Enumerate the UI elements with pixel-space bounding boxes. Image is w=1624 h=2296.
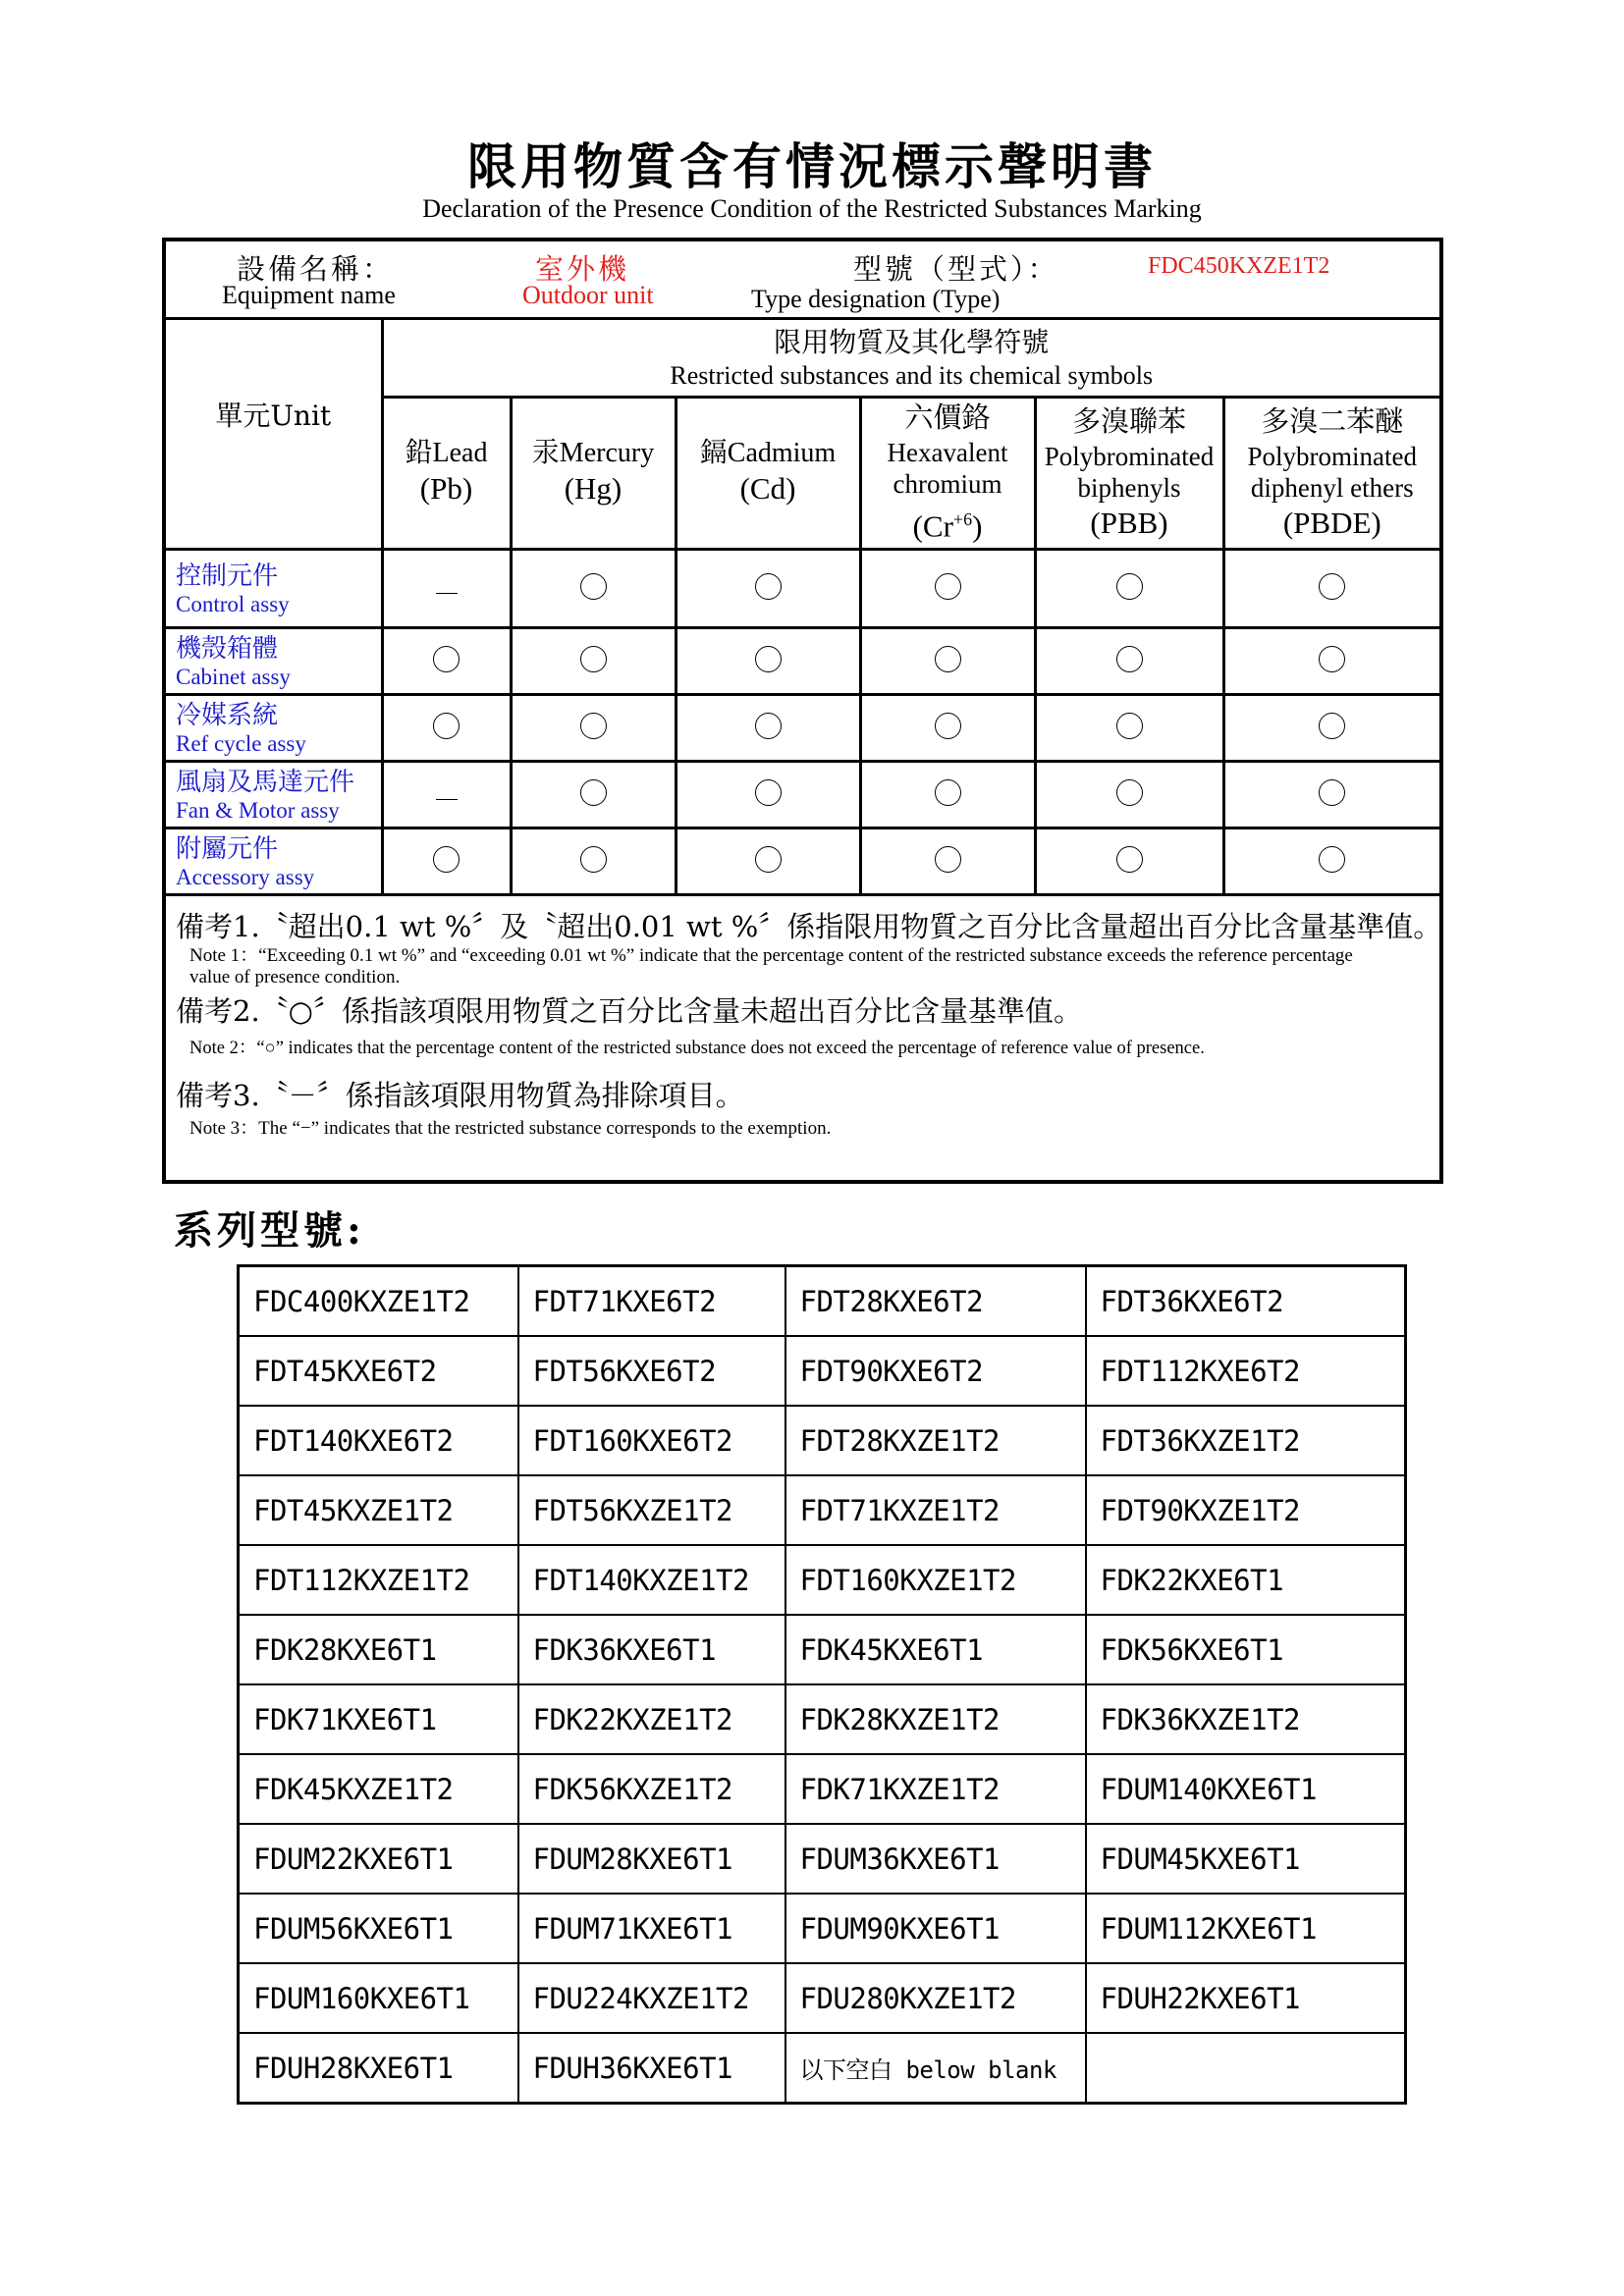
- mark-cell: [1223, 628, 1441, 695]
- circle-mark: [1116, 713, 1143, 739]
- table-row: [239, 1615, 1406, 1684]
- row-label-zh: 冷媒系統: [176, 700, 279, 730]
- substance-chromium-symbol: $(Cr^{+6})$: [912, 508, 983, 544]
- table-row: [239, 1963, 1406, 2033]
- type-label-en: Type designation (Type): [751, 285, 1001, 313]
- note-1-zh: 備考1.〝超出0.1 wt %〞及〝超出0.01 wt %〞係指限用物質之百分比含量超出百分比含量基準值。: [176, 910, 1442, 943]
- mark-cell: [676, 762, 860, 828]
- equipment-row: [164, 240, 1441, 319]
- circle-mark: [935, 573, 961, 600]
- circle-mark: [1319, 846, 1345, 873]
- mark-cell: [382, 550, 511, 628]
- circle-mark: [1116, 573, 1143, 600]
- substance-pbde-zh: 多溴二苯醚: [1261, 406, 1404, 438]
- table-row: [239, 1406, 1406, 1475]
- mark-cell: [1223, 828, 1441, 895]
- mark-cell: [676, 628, 860, 695]
- substance-mercury-name: 汞Mercury: [531, 438, 655, 468]
- model-cell: FDUH22KXE6T1: [1086, 1963, 1406, 2033]
- mark-cell: [1223, 550, 1441, 628]
- mark-cell: [676, 695, 860, 762]
- circle-mark: [1116, 846, 1143, 873]
- model-cell: FDT90KXZE1T2: [1086, 1475, 1406, 1545]
- table-row: [164, 550, 1441, 628]
- circle-mark: [433, 646, 460, 672]
- substance-cadmium: [676, 398, 860, 550]
- restricted-header: [382, 319, 1441, 398]
- model-cell: FDT45KXZE1T2: [239, 1475, 518, 1545]
- model-cell: FDT45KXE6T2: [239, 1336, 518, 1406]
- model-cell: [1086, 2033, 1406, 2104]
- model-cell: FDK56KXZE1T2: [518, 1754, 785, 1824]
- substance-lead-name: 鉛Lead: [405, 438, 488, 468]
- row-label-en: Ref cycle assy: [176, 730, 306, 756]
- substance-mercury: [511, 398, 676, 550]
- row-label-en: Fan & Motor assy: [176, 797, 340, 823]
- mark-cell: [511, 695, 676, 762]
- note-3-zh: 備考3.〝－〞係指該項限用物質為排除項目。: [176, 1079, 744, 1112]
- row-label: [164, 762, 382, 828]
- table-row: [239, 1266, 1406, 1337]
- substance-chromium-zh: 六價鉻: [904, 402, 991, 435]
- circle-mark: [580, 573, 607, 600]
- circle-mark: [580, 713, 607, 739]
- substance-pbde-symbol: (PBDE): [1282, 506, 1381, 540]
- substance-pbb-symbol: (PBB): [1090, 506, 1168, 540]
- note-2-en: Note 2：“○” indicates that the percentage content of the restricted substance does not exceed the percentage of reference value of presence.: [189, 1039, 1205, 1058]
- model-cell: FDT160KXE6T2: [518, 1406, 785, 1475]
- mark-cell: [511, 762, 676, 828]
- substance-pbde-line3: diphenyl ethers: [1250, 473, 1414, 503]
- circle-mark: [1116, 779, 1143, 806]
- row-label: [164, 550, 382, 628]
- model-cell: FDT71KXZE1T2: [785, 1475, 1086, 1545]
- circle-mark: [1319, 779, 1345, 806]
- substance-chromium-line3: chromium: [893, 469, 1002, 500]
- circle-mark: [1319, 573, 1345, 600]
- model-cell: FDT140KXZE1T2: [518, 1545, 785, 1615]
- type-value: FDC450KXZE1T2: [1148, 253, 1330, 279]
- circle-mark: [935, 713, 961, 739]
- circle-mark: [433, 846, 460, 873]
- row-label-en: Control assy: [176, 591, 290, 616]
- restricted-header-en: Restricted substances and its chemical symbols: [670, 360, 1154, 390]
- model-cell: FDT36KXZE1T2: [1086, 1406, 1406, 1475]
- model-cell: FDUM36KXE6T1: [785, 1824, 1086, 1894]
- page-subtitle: Declaration of the Presence Condition of the Restricted Substances Marking: [422, 194, 1202, 223]
- row-label-zh: 控制元件: [176, 561, 279, 591]
- substance-pbde: [1223, 398, 1441, 550]
- circle-mark: [1319, 646, 1345, 672]
- model-cell: FDT56KXZE1T2: [518, 1475, 785, 1545]
- model-cell: FDT140KXE6T2: [239, 1406, 518, 1475]
- row-label-zh: 機殼箱體: [176, 633, 279, 664]
- mark-cell: [1035, 628, 1223, 695]
- mark-cell: [382, 628, 511, 695]
- note-2-zh: 備考2.〝○〞係指該項限用物質之百分比含量未超出百分比含量基準值。: [176, 994, 1082, 1028]
- model-cell: FDT160KXZE1T2: [785, 1545, 1086, 1615]
- mark-cell: [860, 628, 1035, 695]
- circle-mark: [433, 713, 460, 739]
- model-cell: FDC400KXZE1T2: [239, 1266, 518, 1337]
- circle-mark: [755, 573, 782, 600]
- circle-mark: [580, 646, 607, 672]
- model-cell: FDK71KXZE1T2: [785, 1754, 1086, 1824]
- circle-mark: [1116, 646, 1143, 672]
- mark-cell: [511, 550, 676, 628]
- model-cell: FDT28KXE6T2: [785, 1266, 1086, 1337]
- mark-cell: [860, 762, 1035, 828]
- model-cell: FDK28KXE6T1: [239, 1615, 518, 1684]
- model-cell: FDK45KXE6T1: [785, 1615, 1086, 1684]
- circle-mark: [755, 846, 782, 873]
- series-title: 系列型號:: [174, 1207, 365, 1254]
- model-cell: 以下空白 below blank: [785, 2033, 1086, 2104]
- model-cell: FDUM112KXE6T1: [1086, 1894, 1406, 1963]
- substance-mercury-symbol: (Hg): [564, 471, 623, 506]
- row-label-en: Cabinet assy: [176, 664, 291, 689]
- circle-mark: [935, 646, 961, 672]
- model-cell: FDUM56KXE6T1: [239, 1894, 518, 1963]
- model-cell: FDT28KXZE1T2: [785, 1406, 1086, 1475]
- equipment-value-en: Outdoor unit: [522, 281, 654, 309]
- model-cell: FDK28KXZE1T2: [785, 1684, 1086, 1754]
- unit-header: [164, 319, 382, 550]
- model-cell: FDU224KXZE1T2: [518, 1963, 785, 2033]
- mark-cell: [1035, 762, 1223, 828]
- table-row: [239, 1754, 1406, 1824]
- model-cell: FDUM71KXE6T1: [518, 1894, 785, 1963]
- table-row: [239, 1336, 1406, 1406]
- circle-mark: [580, 846, 607, 873]
- substance-pbb: [1035, 398, 1223, 550]
- note-3-en: Note 3：The “−” indicates that the restricted substance corresponds to the exemption.: [189, 1118, 832, 1139]
- substance-pbde-line2: Polybrominated: [1247, 442, 1418, 471]
- model-cell: FDK22KXE6T1: [1086, 1545, 1406, 1615]
- dash-mark: [436, 593, 458, 594]
- mark-cell: [382, 695, 511, 762]
- circle-mark: [755, 713, 782, 739]
- model-cell: FDT90KXE6T2: [785, 1336, 1086, 1406]
- model-cell: FDUM90KXE6T1: [785, 1894, 1086, 1963]
- substance-pbb-line2: Polybrominated: [1044, 442, 1215, 471]
- equipment-label-en: Equipment name: [222, 281, 396, 309]
- restricted-header-zh: 限用物質及其化學符號: [774, 325, 1050, 358]
- circle-mark: [1319, 713, 1345, 739]
- model-cell: FDT36KXE6T2: [1086, 1266, 1406, 1337]
- substance-pbb-line3: biphenyls: [1077, 473, 1181, 503]
- mark-cell: [382, 828, 511, 895]
- table-row: [239, 1684, 1406, 1754]
- circle-mark: [755, 779, 782, 806]
- circle-mark: [580, 779, 607, 806]
- model-cell: FDUH28KXE6T1: [239, 2033, 518, 2104]
- mark-cell: [1035, 695, 1223, 762]
- table-row: [239, 1545, 1406, 1615]
- substance-pbb-zh: 多溴聯苯: [1071, 406, 1186, 438]
- table-row: [239, 2033, 1406, 2104]
- mark-cell: [676, 550, 860, 628]
- substance-lead-symbol: (Pb): [419, 471, 473, 506]
- circle-mark: [935, 779, 961, 806]
- model-cell: FDUM28KXE6T1: [518, 1824, 785, 1894]
- equipment-value-zh: 室外機: [535, 252, 630, 286]
- table-row: [239, 1475, 1406, 1545]
- substance-cadmium-name: 鎘Cadmium: [699, 438, 837, 468]
- model-cell: FDK36KXE6T1: [518, 1615, 785, 1684]
- table-row: [164, 762, 1441, 828]
- row-label: [164, 628, 382, 695]
- row-label-zh: 風扇及馬達元件: [176, 767, 355, 797]
- mark-cell: [676, 828, 860, 895]
- row-label-zh: 附屬元件: [176, 833, 279, 864]
- model-cell: FDT56KXE6T2: [518, 1336, 785, 1406]
- mark-cell: [511, 828, 676, 895]
- model-cell: FDK71KXE6T1: [239, 1684, 518, 1754]
- circle-mark: [935, 846, 961, 873]
- table-row: [239, 1824, 1406, 1894]
- note-1-en: Note 1：“Exceeding 0.1 wt %” and “exceeding 0.01 wt %” indicate that the percentage content of the restricted substance exceeds the reference percentage value of presence condition.: [189, 945, 1353, 988]
- row-label: [164, 695, 382, 762]
- substance-chromium-line2: Hexavalent: [887, 438, 1008, 468]
- declaration-table: [162, 238, 1443, 1184]
- mark-cell: [860, 695, 1035, 762]
- table-row: [164, 695, 1441, 762]
- mark-cell: [1035, 828, 1223, 895]
- substance-cadmium-symbol: (Cd): [739, 471, 796, 506]
- model-cell: FDK36KXZE1T2: [1086, 1684, 1406, 1754]
- equipment-label-zh: 設備名稱：: [237, 252, 395, 286]
- model-cell: FDK56KXE6T1: [1086, 1615, 1406, 1684]
- model-cell: FDUM160KXE6T1: [239, 1963, 518, 2033]
- table-row: [164, 628, 1441, 695]
- mark-cell: [1035, 550, 1223, 628]
- notes-section: [164, 895, 1441, 1182]
- row-label: [164, 828, 382, 895]
- model-cell: FDK22KXZE1T2: [518, 1684, 785, 1754]
- table-row: [164, 828, 1441, 895]
- circle-mark: [755, 646, 782, 672]
- mark-cell: [1223, 695, 1441, 762]
- type-label-zh: 型號（型式）：: [853, 252, 1059, 286]
- model-cell: FDU280KXZE1T2: [785, 1963, 1086, 2033]
- model-cell: FDUM140KXE6T1: [1086, 1754, 1406, 1824]
- mark-cell: [860, 828, 1035, 895]
- models-table: [237, 1264, 1407, 2105]
- model-cell: FDT71KXE6T2: [518, 1266, 785, 1337]
- page-title: 限用物質含有情況標示聲明書: [467, 137, 1157, 195]
- unit-header-text: 單元Unit: [215, 400, 332, 432]
- model-cell: FDT112KXE6T2: [1086, 1336, 1406, 1406]
- model-cell: FDK45KXZE1T2: [239, 1754, 518, 1824]
- model-cell: FDUH36KXE6T1: [518, 2033, 785, 2104]
- mark-cell: [382, 762, 511, 828]
- substance-lead: [382, 398, 511, 550]
- table-row: [239, 1894, 1406, 1963]
- mark-cell: [511, 628, 676, 695]
- model-cell: FDUM45KXE6T1: [1086, 1824, 1406, 1894]
- mark-cell: [860, 550, 1035, 628]
- row-label-en: Accessory assy: [176, 864, 315, 889]
- mark-cell: [1223, 762, 1441, 828]
- model-cell: FDUM22KXE6T1: [239, 1824, 518, 1894]
- dash-mark: [436, 799, 458, 800]
- substance-hexavalent-chromium: [860, 398, 1035, 550]
- model-cell: FDT112KXZE1T2: [239, 1545, 518, 1615]
